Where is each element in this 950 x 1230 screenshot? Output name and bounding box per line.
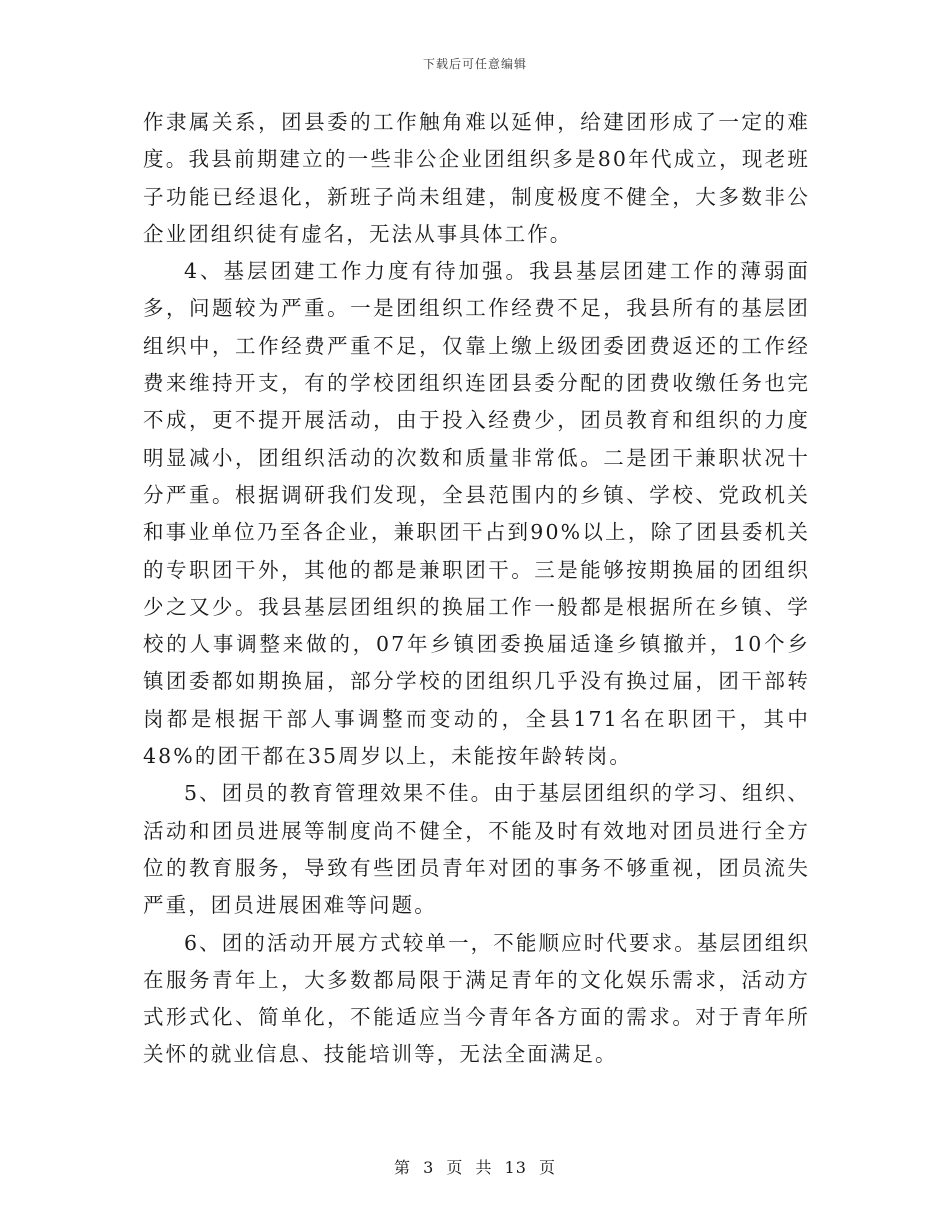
document-body [143,104,810,1074]
body-paragraph-1: 作隶属关系，团县委的工作触角难以延伸，给建团形成了一定的难度。我县前期建立的一些非公企业团组织多是80年代成立，现老班子功能已经退化，新班子尚未组建，制度极度不健全，大多数非公企业团组织徒有虚名，无法从事具体工作。 [143,110,810,246]
page-header: 下载后可任意编辑 [422,57,527,71]
body-paragraph-3: 5、团员的教育管理效果不佳。由于基层团组织的学习、组织、活动和团员进展等制度尚不健全，不能及时有效地对团员进行全方位的教育服务，导致有些团员青年对团的事务不够重视，团员流失严重，团员进展困难等问题。 [143,781,810,918]
body-paragraph-2: 4、基层团建工作力度有待加强。我县基层团建工作的薄弱面多，问题较为严重。一是团组织工作经费不足，我县所有的基层团组织中，工作经费严重不足，仅靠上缴上级团委团费返还的工作经费来维持开支，有的学校团组织连团县委分配的团费收缴任务也完不成，更不提开展活动，由于投入经费少，团员教育和组织的力度明显减小，团组织活动的次数和质量非常低。二是团干兼职状况十分严重。根据调研我们发现，全县范围内的乡镇、学校、党政机关和事业单位乃至各企业，兼职团干占到90%以上，除了团县委机关的专职团干外，其他的都是兼职团干。三是能够按期换届的团组织少之又少。我县基层团组织的换届工作一般都是根据所在乡镇、学校的人事调整来做的，07年乡镇团委换届适逢乡镇撤并，10个乡镇团委都如期换届，部分学校的团组织几乎没有换过届，团干部转岗都是根据干部人事调整而变动的，全县171名在职团干，其中48%的团干都在35周岁以上，未能按年龄转岗。 [143,259,810,769]
body-paragraph-4: 6、团的活动开展方式较单一，不能顺应时代要求。基层团组织在服务青年上，大多数都局限于满足青年的文化娱乐需求，活动方式形式化、简单化，不能适应当今青年各方面的需求。对于青年所关怀的就业信息、技能培训等，无法全面满足。 [143,930,810,1067]
page-number-footer: 第 3 页 共 13 页 [394,1158,556,1177]
